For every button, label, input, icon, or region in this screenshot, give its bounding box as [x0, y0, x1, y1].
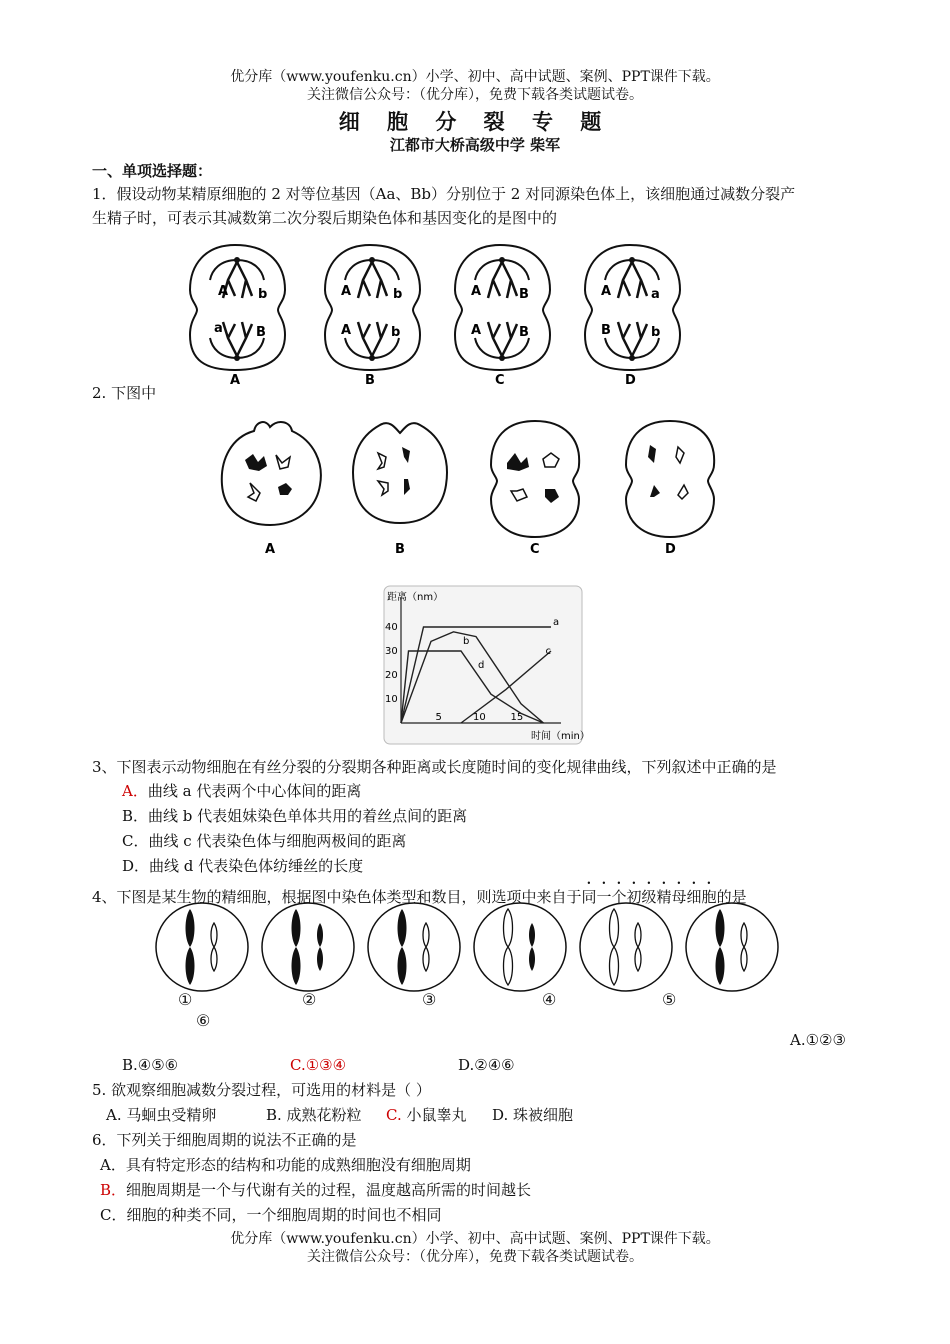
q3-option-A [122, 780, 361, 802]
q1-D-gene-tl: A [601, 284, 612, 299]
q5-option-C-letter: C. [386, 1106, 402, 1124]
q4-option-B: B.④⑤⑥ [122, 1056, 179, 1074]
chart-series-label-c: c [545, 645, 551, 657]
q1-B-gene-bl: A [341, 323, 352, 338]
q3-option-B [122, 805, 467, 827]
chart-series-label-b: b [463, 636, 470, 648]
q4-cell-4 [474, 903, 566, 991]
q1-cell-B [325, 245, 420, 388]
page-title: 细 胞 分 裂 专 题 [338, 109, 612, 134]
chart-series-label-d: d [478, 660, 485, 672]
q4-option-C: C.①③④ [290, 1056, 347, 1074]
q4-option-D: D.②④⑥ [458, 1056, 515, 1074]
q1-D-gene-bl: B [601, 323, 611, 338]
chart-x-tick-15: 15 [510, 712, 524, 723]
q1-B-gene-br: b [391, 325, 401, 340]
q5-option-B: B. 成熟花粉粒 [266, 1106, 362, 1124]
q1-B-gene-tl: A [341, 284, 352, 299]
q2-cell-C [491, 421, 579, 557]
chart-x-tick-5: 5 [435, 712, 442, 723]
chart-series-label-a: a [553, 617, 560, 628]
q5-option-C-text: 小鼠睾丸 [401, 1106, 467, 1124]
q4-cell-6 [686, 903, 778, 991]
chart-y-tick-30: 30 [385, 646, 398, 657]
q2-label-C: C [530, 542, 540, 557]
q4-cell-label-1: ① [178, 990, 193, 1009]
q1-stem-line2: 生精子时，可表示其减数第二次分裂后期染色体和基因变化的是图中的 [92, 209, 558, 227]
distance-time-chart [383, 585, 590, 745]
q4-stem-after: 的是 [716, 888, 747, 906]
q4-cell-label-2: ② [302, 990, 317, 1009]
q5-option-C [386, 1104, 467, 1126]
q4-stem-before: 4、下图是某生物的精细胞，根据图中染色体类型和数目，则选项中来自于 [92, 888, 582, 906]
footer-line-2: 关注微信公众号：（优分库），免费下载各类试题试卷。 [307, 1249, 643, 1265]
chart-y-tick-20: 20 [385, 670, 398, 681]
q1-figure [180, 240, 700, 390]
q1-label-C: C [495, 373, 505, 388]
q1-C-gene-bl: A [471, 323, 482, 338]
chart-x-tick-10: 10 [473, 712, 486, 723]
q5-option-A: A. 马蛔虫受精卵 [106, 1106, 217, 1124]
q3-option-D-letter: D． [122, 857, 150, 875]
q1-C-gene-tr: B [519, 287, 529, 302]
q2-cell-D [626, 421, 714, 557]
q2-label-B: B [395, 542, 405, 557]
q3-option-B-text: 曲线 b 代表姐妹染色单体共用的着丝点间的距离 [148, 807, 468, 825]
q6-option-C-text: 细胞的种类不同，一个细胞周期的时间也不相同 [126, 1206, 442, 1224]
q2-figure [210, 415, 730, 565]
q3-option-C-text: 曲线 c 代表染色体与细胞两极间的距离 [148, 832, 407, 850]
q1-cell-C [455, 245, 550, 388]
q3-option-A-text: 曲线 a 代表两个中心体间的距离 [147, 782, 362, 800]
q1-stem-line1: 1．假设动物某精原细胞的 2 对等位基因（Aa、Bb）分别位于 2 对同源染色体上，该细胞通过减数分裂产 [92, 185, 796, 203]
q4-cell-3 [368, 903, 460, 991]
header-line-1: 优分库（www.youfenku.cn）小学、初中、高中试题、案例、PPT课件下载。 [230, 69, 720, 85]
q1-C-gene-tl: A [471, 284, 482, 299]
q4-cell-label-6: ⑥ [196, 1011, 211, 1030]
q5-stem: 5. 欲观察细胞减数分裂过程，可选用的材料是（ ） [92, 1081, 431, 1099]
q1-A-gene-tl: A [218, 284, 229, 299]
q4-cell-1 [156, 903, 248, 991]
q1-A-gene-tr: b [258, 287, 268, 302]
q1-label-A: A [230, 373, 241, 388]
q1-cell-A [190, 245, 285, 388]
q4-option-A: A.①②③ [790, 1031, 846, 1049]
header-line-2: 关注微信公众号：（优分库），免费下载各类试题试卷。 [307, 87, 643, 103]
q1-label-D: D [625, 373, 636, 388]
q4-figure [150, 902, 790, 1002]
q4-cell-label-4: ④ [542, 990, 557, 1009]
q3-option-C-letter: C． [122, 832, 149, 850]
q1-A-gene-br: B [256, 325, 266, 340]
q2-cell-A [222, 422, 321, 557]
q1-D-gene-tr: a [651, 287, 660, 302]
q3-option-D-text: 曲线 d 代表染色体纺缍丝的长度 [149, 857, 364, 875]
q4-cell-5 [580, 903, 672, 991]
q1-C-gene-br: B [519, 325, 529, 340]
q2-label-D: D [665, 542, 676, 557]
q4-cell-label-5: ⑤ [662, 990, 677, 1009]
q1-A-gene-bl: a [214, 321, 223, 336]
q6-option-A-text: 具有特定形态的结构和功能的成熟细胞没有细胞周期 [125, 1156, 471, 1174]
q3-option-A-letter: A． [122, 782, 148, 800]
section-heading: 一、单项选择题： [92, 162, 213, 180]
q6-option-C-letter: C． [100, 1206, 127, 1224]
q2-cell-B [353, 423, 447, 557]
q1-D-gene-br: b [651, 325, 661, 340]
q3-option-D [122, 855, 363, 877]
q1-cell-D [585, 245, 680, 388]
q5-option-D: D. 珠被细胞 [492, 1106, 574, 1124]
q4-cell-2 [262, 903, 354, 991]
q6-option-A [100, 1154, 471, 1176]
q4-cell-label-3: ③ [422, 990, 437, 1009]
chart-xlabel: 时间（min） [531, 731, 590, 742]
q1-B-gene-tr: b [393, 287, 403, 302]
q6-option-B-text: 细胞周期是一个与代谢有关的过程，温度越高所需的时间越长 [126, 1181, 532, 1199]
q6-option-B [100, 1179, 531, 1201]
q4-stem-emphasis: 同一个初级精母细胞 [581, 888, 717, 906]
chart-y-tick-10: 10 [385, 694, 398, 705]
q6-stem: 6．下列关于细胞周期的说法不正确的是 [92, 1131, 357, 1149]
q2-label-A: A [265, 542, 276, 557]
q3-option-C [122, 830, 406, 852]
q3-option-B-letter: B． [122, 807, 149, 825]
q1-label-B: B [365, 373, 375, 388]
footer-line-1: 优分库（www.youfenku.cn）小学、初中、高中试题、案例、PPT课件下载。 [230, 1231, 720, 1247]
q3-stem: 3、下图表示动物细胞在有丝分裂的分裂期各种距离或长度随时间的变化规律曲线，下列叙述中正确的是 [92, 758, 777, 776]
q2-stem: 2. 下图中 [92, 384, 157, 402]
chart-ylabel: 距离（nm） [387, 592, 444, 603]
page-subtitle: 江都市大桥高级中学 柴军 [389, 136, 561, 154]
q6-option-A-letter: A． [100, 1156, 126, 1174]
chart-y-tick-40: 40 [385, 622, 398, 633]
q6-option-B-letter: B． [100, 1181, 127, 1199]
q6-option-C [100, 1204, 442, 1226]
